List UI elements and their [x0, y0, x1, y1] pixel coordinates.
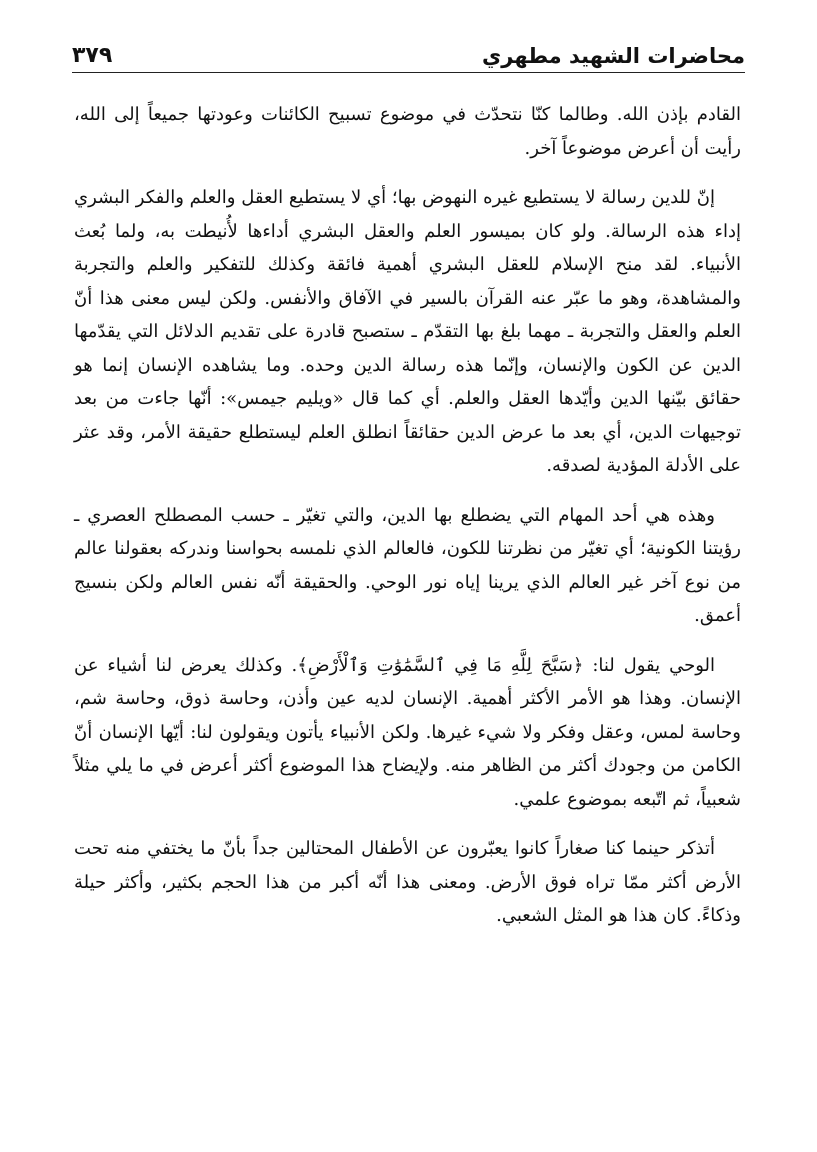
- paragraph-2: إنّ للدين رسالة لا يستطيع غيره النهوض بها؛ أي لا يستطيع العقل والعلم والفكر البشري إداء هذه الرسالة. ولو كان بميسور العلم والعقل البشري أداءها لأُنيطت به، ولما بُعث الأنبياء. لقد منح الإسلام للعقل البشري أهمية فائقة وكذلك للتفكير والعلم والتجربة والمشاهدة، وهو ما عبّر عنه القرآن بالسير في الآفاق والأنفس. ولكن ليس معنى هذا أنّ العلم والعقل والتجربة ـ مهما بلغ بها التقدّم ـ ستصبح قادرة على تقديم الدلائل التي يقدّمها الدين عن الكون والإنسان، وإنّما هذه رسالة الدين وحده. وما يشاهده الإنسان إنما هو حقائق بيّنها الدين وأيّدها العقل والعلم. أي كما قال «ويليم جيمس»: أنّها جاءت من بعد توجيهات الدين، أي بعد ما عرض الدين حقائقاً انطلق العلم ليستطلع حقيقة الأمر، وقد عثر على الأدلة المؤدية لصدقه.: [74, 187, 741, 476]
- paragraph-4-rest: . وكذلك يعرض لنا أشياء عن الإنسان. وهذا هو الأمر الأكثر أهمية. الإنسان لديه عين وأذن، وحاسة ذوق، وحاسة شم، وحاسة لمس، وعقل وفكر ولا شيء غيرها. ولكن الأنبياء يأتون ويقولون لنا: أيّها الإنسان أنّ الكامن من وجودك أكثر من الظاهر منه. ولإيضاح هذا الموضوع أكثر أعرض في ما يلي مثلاً شعبياً، ثم اتّبعه بموضوع علمي.: [74, 654, 741, 810]
- paragraph-5: أتذكر حينما كنا صغاراً كانوا يعبّرون عن الأطفال المحتالين جداً بأنّ ما يختفي منه تحت الأرض أكثر ممّا تراه فوق الأرض. ومعنى هذا أنّه أكبر من هذا الحجم بكثير، وأكثر حيلة وذكاءً. كان هذا هو المثل الشعبي.: [74, 838, 741, 926]
- paragraph-4: [74, 649, 741, 817]
- page-header: [72, 30, 745, 70]
- page-number: ٣٧٩: [72, 43, 113, 68]
- body-text: [74, 98, 741, 949]
- running-title: محاضرات الشهيد مطهري: [482, 44, 745, 68]
- paragraph-4-intro: الوحي يقول لنا:: [583, 654, 715, 676]
- quran-verse: ﴿سَبَّحَ لِلَّهِ مَا فِي ٱلسَّمَٰوَٰتِ وَٱلْأَرْضِ﴾: [297, 654, 584, 676]
- header-divider: [72, 72, 745, 73]
- paragraph-3: وهذه هي أحد المهام التي يضطلع بها الدين، والتي تغيّر ـ حسب المصطلح العصري ـ رؤيتنا الكونية؛ أي تغيّر من نظرتنا للكون، فالعالم الذي نلمسه بحواسنا وندركه بعقولنا عالم من نوع آخر غير العالم الذي يرينا إياه نور الوحي. والحقيقة أنّه نفس العالم ولكن بنسيج أعمق.: [74, 504, 741, 626]
- paragraph-1: القادم بإذن الله. وطالما كنّا نتحدّث في موضوع تسبيح الكائنات وعودتها جميعاً إلى الله، رأيت أن أعرض موضوعاً آخر.: [74, 104, 741, 159]
